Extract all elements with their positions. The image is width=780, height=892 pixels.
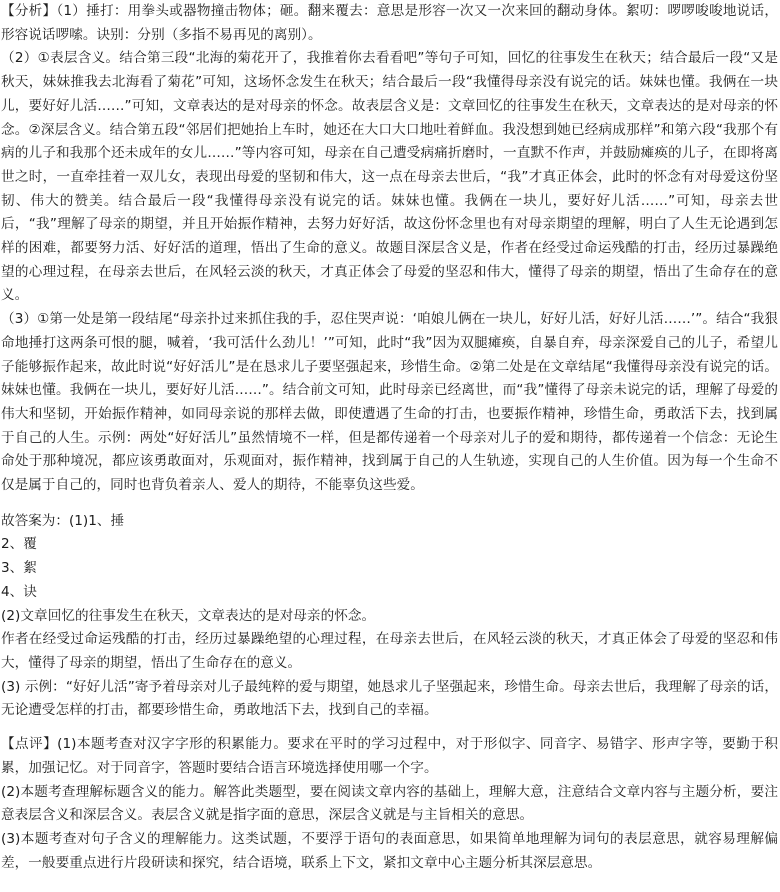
answer-q2-line-2: 作者在经受过命运残酷的打击，经历过暴躁绝望的心理过程，在母亲去世后，在风轻云淡的秋天，才真正体会了母爱的坚忍和伟大，懂得了母亲的期望，悟出了生命存在的意义。: [1, 631, 778, 671]
answer-item: 4、诀: [1, 583, 37, 600]
analysis-paragraph-3: （3）①第一处是第一段结尾“母亲扑过来抓住我的手，忍住哭声说：‘咱娘儿俩在一块儿，好好儿活，好好儿活……’”。结合“我狠命地捶打这两条可恨的腿，喊着，‘我可活什么劲儿！’”可知，此时“我”因为双腿瘫痪，自暴自弃，母亲深爱自己的儿子，希望儿子能够振作起来，故此时说“好好活儿”是在恳求儿子要坚强起来，珍惜生命。②第二处是在文章结尾“我懂得母亲没有说完的话。妹妹也懂。我俩在一块儿，要好好儿活……”。结合前文可知，此时母亲已经离世，而“我”懂得了母亲未说完的话，理解了母爱的伟大和坚韧，开始振作精神，如同母亲说的那样去做，即使遭遇了生命的打击，也要振作精神，珍惜生命，勇敢活下去，找到属于自己的人生。示例：两处“好好活儿”虽然情境不一样，但是都传递着一个母亲对儿子的爱和期待，都传递着一个信念：无论生命处于那种境况，都应该勇敢面对，乐观面对，振作精神，找到属于自己的人生轨迹，实现自己的人生价值。因为每一个生命不仅是属于自己的，同时也背负着亲人、爱人的期待，不能辜负这些爱。: [1, 311, 778, 494]
comment-paragraph-3: (3)本题考查对句子含义的理解能力。这类试题，不要浮于语句的表面意思，如果简单地理解为词句的表层意思，就容易理解偏差，一般要重点进行片段研读和探究，结合语境，联系上下文，紧扣文章中心主题分析其深层意思。: [1, 830, 778, 871]
comment-paragraph-1: 【点评】(1)本题考查对汉字字形的积累能力。要求在平时的学习过程中，对于形似字、同音字、易错字、形声字等，要勤于积累，加强记忆。对于同音字，答题时要结合语言环境选择使用哪一个字。: [1, 736, 778, 776]
analysis-section: [1, 0, 778, 498]
answer-q3: (3) 示例：“好好儿活”寄予着母亲对儿子最纯粹的爱与期望，她恳求儿子坚强起来，珍惜生命。母亲去世后，我理解了母亲的话，无论遭受怎样的打击，都要珍惜生命，勇敢地活下去，找到自己的幸福。: [1, 678, 778, 719]
answer-item: 2、覆: [1, 536, 37, 553]
answer-section: [1, 510, 778, 723]
spacer: [1, 498, 778, 510]
analysis-paragraph-1: 【分析】（1）捶打：用拳头或器物撞击物体；砸。翻来覆去：意思是形容一次又一次来回的翻动身体。絮叨：啰啰唆唆地说话，形容说话啰嗦。诀别：分别（多指不易再见的离别）。: [1, 3, 778, 43]
analysis-paragraph-2: （2）①表层含义。结合第三段“北海的菊花开了，我推着你去看看吧”等句子可知，回忆的往事发生在秋天；结合最后一段“又是秋天，妹妹推我去北海看了菊花”可知，这场怀念发生在秋天；结合最后一段“我懂得母亲没有说完的话。妹妹也懂。我俩在一块儿，要好好儿活……”可知，文章表达的是对母亲的怀念。故表层含义是：文章回忆的往事发生在秋天，文章表达的是对母亲的怀念。②深层含义。结合第五段“邻居们把她抬上车时，她还在大口大口地吐着鲜血。我没想到她已经病成那样”和第六段“我那个有病的儿子和我那个还未成年的女儿……”等内容可知，母亲在自己遭受病痛折磨时，一直默不作声，并鼓励瘫痪的儿子，在即将离世之时，一直牵挂着一双儿女，表现出母爱的坚韧和伟大，这一点在母亲去世后，“我”才真正体会，此时的怀念有对母爱这份坚韧、伟大的赞美。结合最后一段“我懂得母亲没有说完的话。妹妹也懂。我俩在一块儿，要好好儿活……”可知，母亲去世后，“我”理解了母亲的期望，并且开始振作精神，去努力好好活，故这份怀念里也有对母亲期望的理解，明白了人生无论遇到怎样的困难，都要努力活、好好活的道理，悟出了生命的意义。故题目深层含义是，作者在经受过命运残酷的打击，经历过暴躁绝望的心理过程，在母亲去世后，在风轻云淡的秋天，才真正体会了母爱的坚忍和伟大，懂得了母亲的期望，悟出了生命存在的意义。: [1, 50, 778, 304]
answer-item: 3、絮: [1, 560, 37, 577]
comment-section: [1, 733, 778, 875]
answer-q2-line-1: (2)文章回忆的往事发生在秋天，文章表达的是对母亲的怀念。: [1, 607, 376, 624]
comment-paragraph-2: (2)本题考查理解标题含义的能力。解答此类题型，要在阅读文章内容的基础上，理解大意，注意结合文章内容与主题分析，要注意表层含义和深层含义。表层含义就是指字面的意思，深层含义就是与主旨相关的意思。: [1, 783, 778, 824]
spacer: [1, 723, 778, 733]
answer-intro: 故答案为：(1)1、捶: [1, 512, 125, 529]
